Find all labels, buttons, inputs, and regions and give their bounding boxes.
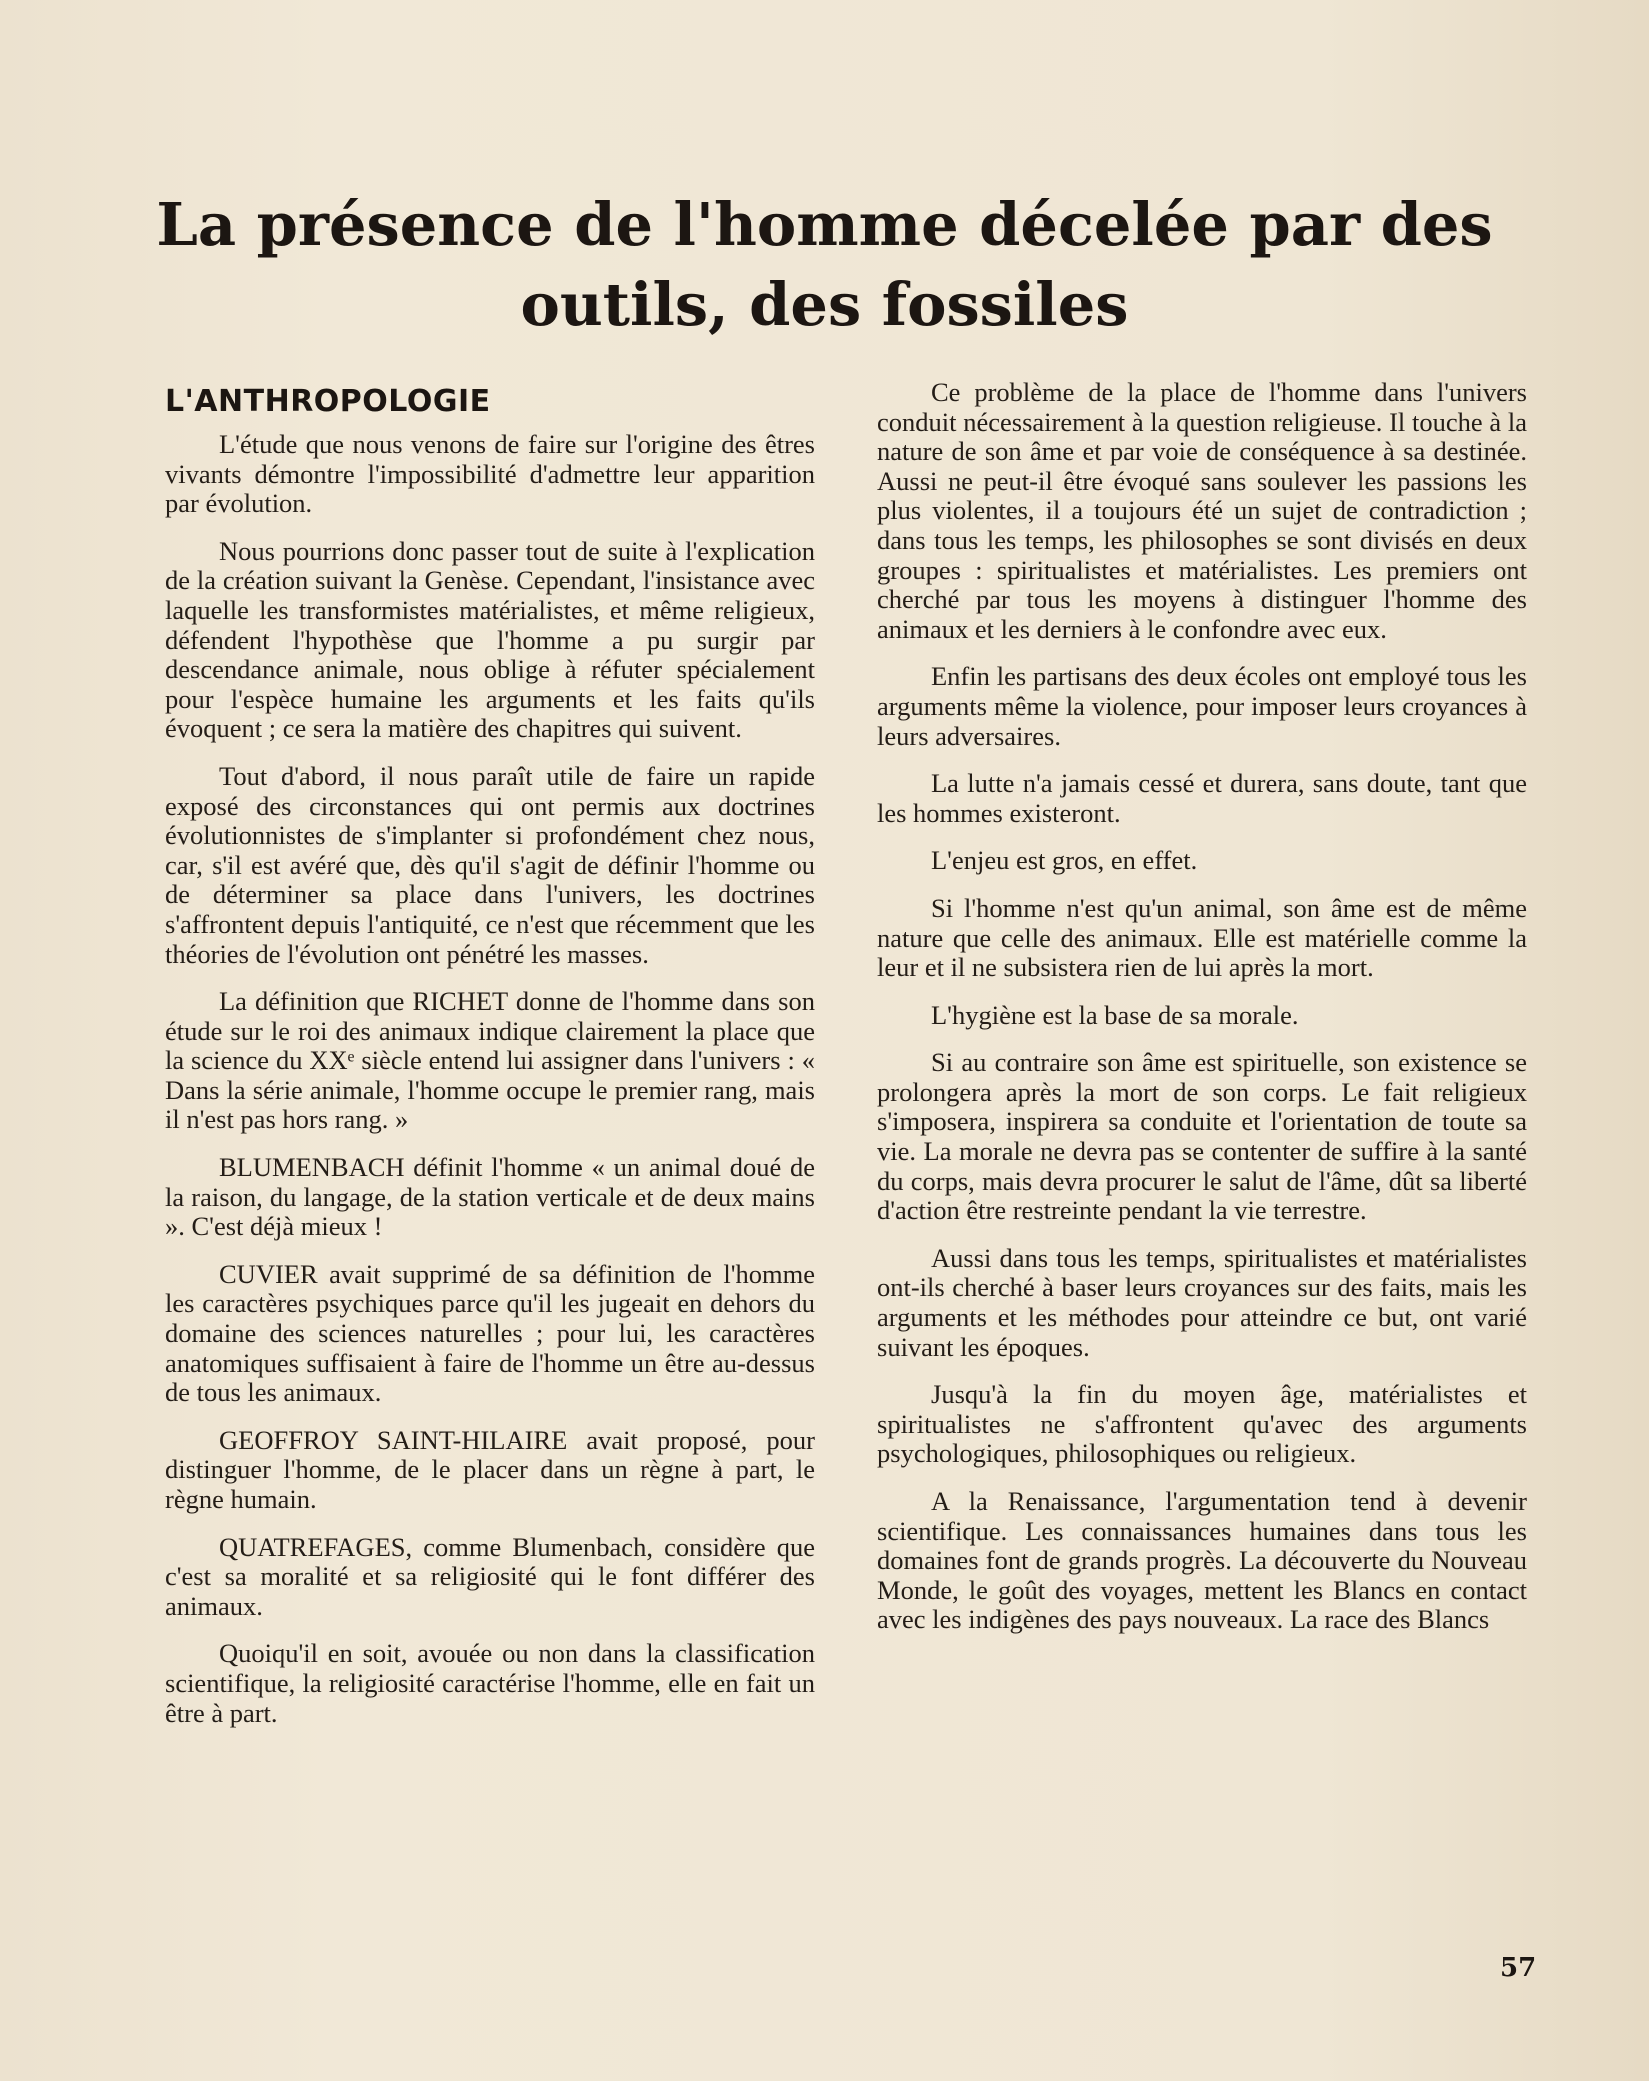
paragraph: L'hygiène est la base de sa morale. (931, 999, 1299, 1030)
paragraph: Enfin les partisans des deux écoles ont employé tous les arguments même la violence, pour imposer leurs croyances à leurs adversaires. (877, 661, 1527, 751)
paragraph: Aussi dans tous les temps, spiritualistes et matérialistes ont-ils cherché à baser leurs croyances sur des faits, mais les arguments et les méthodes pour atteindre ce but, ont varié suivant les époques. (877, 1242, 1527, 1362)
paragraph: CUVIER avait supprimé de sa définition de l'homme les caractères psychiques parce qu'il les jugeait en dehors du domaine des sciences naturelles ; pour lui, les caractères anatomiques suffisaient à faire de l'homme un être au-dessus de tous les animaux. (165, 1258, 815, 1408)
paragraph: Tout d'abord, il nous paraît utile de faire un rapide exposé des circonstances qui ont permis aux doctrines évolutionnistes de s'implanter si profondément chez nous, car, s'il est avéré que, dès qu'il s'agit de définir l'homme ou de déterminer sa place dans l'univers, les doctrines s'affrontent depuis l'antiquité, ce n'est que récemment que les théories de l'évolution ont pénétré les masses. (165, 760, 815, 969)
page-title (140, 185, 1509, 345)
paragraph: Jusqu'à la fin du moyen âge, matérialistes et spiritualistes ne s'affrontent qu'avec des arguments psychologiques, philosophiques ou religieux. (877, 1379, 1527, 1469)
paragraph: L'enjeu est gros, en effet. (931, 845, 1198, 876)
paragraph: Quoiqu'il en soit, avouée ou non dans la classification scientifique, la religiosité caractérise l'homme, elle en fait un être à part. (165, 1638, 815, 1728)
paragraph: BLUMENBACH définit l'homme « un animal doué de la raison, du langage, de la station verticale et de deux mains ». C'est déjà mieux ! (165, 1152, 815, 1242)
page-title-line-1: La présence de l'homme décelée par des (156, 190, 1493, 259)
page-number: 57 (1500, 1953, 1537, 1983)
paragraph: Si au contraire son âme est spirituelle, son existence se prolongera après la mort de son corps. Le fait religieux s'imposera, inspirera sa conduite et l'orientation de toute sa vie. La morale ne devra pas se contenter de suffire à la santé du corps, mais devra procurer le salut de l'âme, dût sa liberté d'action être restreinte pendant la vie terrestre. (877, 1047, 1527, 1226)
paragraph: Si l'homme n'est qu'un animal, son âme est de même nature que celle des animaux. Elle est matérielle comme la leur et il ne subsistera rien de lui après la mort. (877, 892, 1527, 983)
paragraph: A la Renaissance, l'argumentation tend à devenir scientifique. Les connaissances humaines dans tous les domaines font de grands progrès. La découverte du Nouveau Monde, le goût des voyages, mettent les Blancs en contact avec les indigènes des pays nouveaux. La race des Blancs (877, 1486, 1527, 1635)
section-heading: L'ANTHROPOLOGIE (165, 384, 491, 419)
right-column (877, 378, 1527, 1653)
paragraph: La définition que RICHET donne de l'homme dans son étude sur le roi des animaux indique clairement la place que la science du XXᵉ siècle entend lui assigner dans l'univers : « Dans la série animale, l'homme occupe le premier rang, mais il n'est pas hors rang. » (165, 986, 815, 1135)
left-column (165, 378, 815, 1746)
paragraph: L'étude que nous venons de faire sur l'origine des êtres vivants démontre l'impossibilité d'admettre leur apparition par évolution. (165, 429, 815, 519)
paragraph: GEOFFROY SAINT-HILAIRE avait proposé, pour distinguer l'homme, de le placer dans un règne à part, le règne humain. (165, 1424, 815, 1514)
page-title-line-2: outils, des fossiles (520, 270, 1129, 339)
paragraph: Ce problème de la place de l'homme dans l'univers conduit nécessairement à la question religieuse. Il touche à la nature de son âme et par voie de conséquence à sa destinée. Aussi ne peut-il être évoqué sans soulever les passions les plus violentes, il a toujours été un sujet de contradiction ; dans tous les temps, les philosophes se sont divisés en deux groupes : spiritualistes et matérialistes. Les premiers ont cherché par tous les moyens à distinguer l'homme des animaux et les derniers à le confondre avec eux. (877, 377, 1527, 644)
paragraph: QUATREFAGES, comme Blumenbach, considère que c'est sa moralité et sa religiosité qui le font différer des animaux. (165, 1531, 815, 1621)
paragraph: Nous pourrions donc passer tout de suite à l'explication de la création suivant la Genèse. Cependant, l'insistance avec laquelle les transformistes matérialistes, et même religieux, défendent l'hypothèse que l'homme a pu surgir par descendance animale, nous oblige à réfuter spécialement pour l'espèce humaine les arguments et les faits qu'ils évoquent ; ce sera la matière des chapitres qui suivent. (165, 535, 815, 744)
paragraph: La lutte n'a jamais cessé et durera, sans doute, tant que les hommes existeront. (877, 768, 1527, 828)
